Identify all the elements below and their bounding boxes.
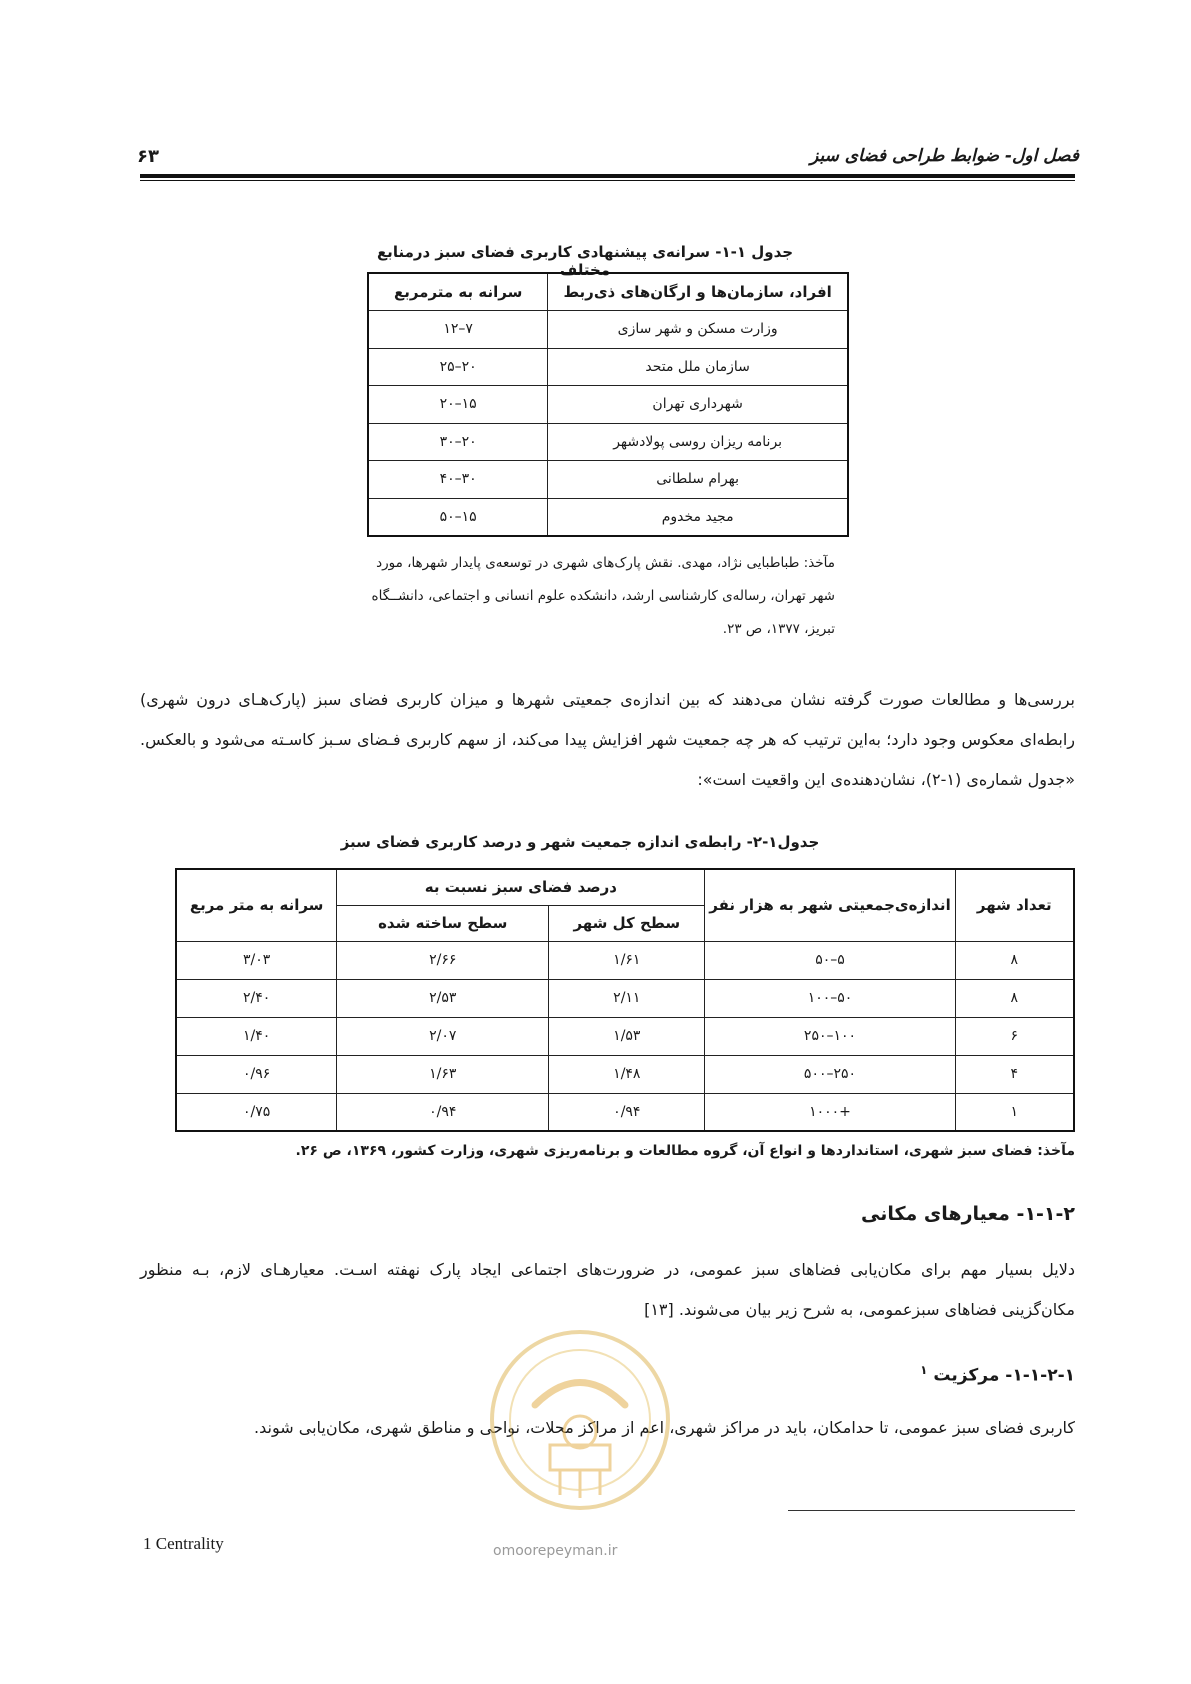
table2-cell-total: ۱/۵۳ — [549, 1017, 705, 1055]
table1-cell-value: ۲۰–۲۵ — [368, 348, 548, 386]
table1-header-entity: افراد، سازمان‌ها و ارگان‌های ذی‌ربط — [548, 273, 848, 311]
table2-cell-built: ۰/۹۴ — [337, 1093, 549, 1131]
footnote-marker: ۱ — [920, 1363, 928, 1377]
table1-header-per-capita: سرانه به مترمربع — [368, 273, 548, 311]
table1-cell-entity: بهرام سلطانی — [548, 461, 848, 499]
table2-cell-built: ۱/۶۳ — [337, 1055, 549, 1093]
table1-cell-value: ۱۵–۲۰ — [368, 386, 548, 424]
table2-cell-population: ۲۵۰–۵۰۰ — [705, 1055, 955, 1093]
table1-source-line: شهر تهران، رساله‌ی کارشناسی ارشد، دانشکده علوم انسانی و اجتماعی، دانشــگاه — [371, 588, 835, 604]
table2-caption: جدول۱-۲- رابطه‌ی اندازه جمعیت شهر و درصد کاربری فضای سبز — [340, 833, 820, 851]
table2-cell-count: ۴ — [955, 1055, 1074, 1093]
table1-cell-entity: شهرداری تهران — [548, 386, 848, 424]
footnote: 1 Centrality — [143, 1534, 224, 1553]
table-row — [368, 386, 848, 424]
footnote-rule — [788, 1510, 1075, 1511]
table2-cell-population: ۱۰۰–۲۵۰ — [705, 1017, 955, 1055]
page-number: ۶۳ — [137, 146, 159, 167]
table-row — [176, 1093, 1074, 1131]
table2-source: مآخذ: فضای سبز شهری، استانداردها و انواع آن، گروه مطالعات و برنامه‌ریزی شهری، وزارت کشور، ۱۳۶۹، ص ۲۶. — [295, 1143, 1075, 1159]
table-row — [176, 1017, 1074, 1055]
table-row — [368, 498, 848, 536]
table-row — [368, 348, 848, 386]
watermark-logo-icon — [480, 1320, 680, 1520]
table1-cell-entity: وزارت مسکن و شهر سازی — [548, 311, 848, 349]
table2 — [175, 868, 1075, 1132]
table-row — [176, 941, 1074, 979]
table2-header-green-percent: درصد فضای سبز نسبت به — [337, 869, 705, 905]
table1-cell-value: ۱۵–۵۰ — [368, 498, 548, 536]
table1-source — [320, 547, 835, 646]
table-row — [368, 461, 848, 499]
table1-source-line: مآخذ: طباطبایی نژاد، مهدی. نقش پارک‌های شهری در توسعه‌ی پایدار شهرها، مورد — [376, 555, 835, 571]
table2-cell-population: ۵۰–۱۰۰ — [705, 979, 955, 1017]
table-row — [176, 979, 1074, 1017]
table2-cell-per-capita: ۰/۹۶ — [176, 1055, 337, 1093]
header-rule-thick — [140, 174, 1075, 178]
table1-cell-value: ۲۰–۳۰ — [368, 423, 548, 461]
table2-cell-built: ۲/۰۷ — [337, 1017, 549, 1055]
table1-header-row — [368, 273, 848, 311]
subsection-heading — [920, 1363, 1075, 1386]
table2-cell-count: ۸ — [955, 979, 1074, 1017]
table2-cell-per-capita: ۰/۷۵ — [176, 1093, 337, 1131]
table2-cell-count: ۶ — [955, 1017, 1074, 1055]
header-rule-thin — [140, 180, 1075, 181]
table2-header-total-area: سطح کل شهر — [549, 905, 705, 941]
table2-header-city-count: تعداد شهر — [955, 869, 1074, 941]
table2-cell-built: ۲/۶۶ — [337, 941, 549, 979]
watermark-text: omoorepeyman.ir — [493, 1543, 618, 1559]
table2-cell-total: ۲/۱۱ — [549, 979, 705, 1017]
table-row — [368, 311, 848, 349]
subsection-heading-text: ۱-۱-۲-۱- مرکزیت — [933, 1365, 1075, 1386]
table2-cell-count: ۱ — [955, 1093, 1074, 1131]
table2-header-row — [176, 869, 1074, 905]
body-paragraph: دلایل بسیار مهم برای مکان‌یابی فضاهای سبز عمومی، در ضرورت‌های اجتماعی ایجاد پارک نهفته اسـت. معیارهـای لازم، بـه منظور مکان‌گزینی فضاهای سبزعمومی، به شرح زیر بیان می‌شوند. [۱۳] — [140, 1260, 1075, 1319]
table2-cell-total: ۱/۶۱ — [549, 941, 705, 979]
table-row — [176, 1055, 1074, 1093]
table2-header-built-area: سطح ساخته شده — [337, 905, 549, 941]
table2-cell-total: ۱/۴۸ — [549, 1055, 705, 1093]
table1 — [367, 272, 849, 537]
table1-caption: جدول ۱-۱- سرانه‌ی پیشنهادی کاربری فضای سبز درمنابع مختلف — [376, 243, 794, 279]
table1-cell-entity: برنامه ریزان روسی پولادشهر — [548, 423, 848, 461]
table1-source-line: تبریز، ۱۳۷۷، ص ۲۳. — [722, 621, 835, 637]
table2-cell-built: ۲/۵۳ — [337, 979, 549, 1017]
table2-header-per-capita: سرانه به متر مربع — [176, 869, 337, 941]
table1-cell-entity: سازمان ملل متحد — [548, 348, 848, 386]
chapter-title: فصل اول- ضوابط طراحی فضای سبز — [810, 146, 1079, 166]
table-row — [368, 423, 848, 461]
table2-cell-population: +۱۰۰۰ — [705, 1093, 955, 1131]
table2-cell-per-capita: ۳/۰۳ — [176, 941, 337, 979]
section-heading: ۱-۱-۲- معیارهای مکانی — [860, 1203, 1075, 1225]
table1-cell-entity: مجید مخدوم — [548, 498, 848, 536]
table2-cell-per-capita: ۱/۴۰ — [176, 1017, 337, 1055]
body-paragraph: کاربری فضای سبز عمومی، تا حدامکان، باید در مراکز شهری، اعم از مراکز محلات، نواحی و مناطق شهری، مکان‌یابی شوند. — [254, 1418, 1075, 1437]
table1-cell-value: ۷–۱۲ — [368, 311, 548, 349]
body-paragraph: بررسی‌ها و مطالعات صورت گرفته نشان می‌دهند که بین اندازه‌ی جمعیتی شهرها و میزان کاربری فضای سبز (پارک‌هـای درون شهری) رابطه‌ای معکوس وجود دارد؛ به‌این ترتیب که هر چه جمعیت شهر افزایش پیدا می‌کند، از سهم کاربری فـضای سـبز کاسـته می‌شود و بالعکس. «جدول شماره‌ی (۱-۲)، نشان‌دهنده‌ی این واقعیت است»: — [140, 690, 1075, 789]
table2-cell-count: ۸ — [955, 941, 1074, 979]
table2-header-population: اندازه‌ی‌جمعیتی شهر به هزار نفر — [705, 869, 955, 941]
table1-cell-value: ۳۰–۴۰ — [368, 461, 548, 499]
table2-cell-population: ۵–۵۰ — [705, 941, 955, 979]
table2-cell-per-capita: ۲/۴۰ — [176, 979, 337, 1017]
table2-cell-total: ۰/۹۴ — [549, 1093, 705, 1131]
